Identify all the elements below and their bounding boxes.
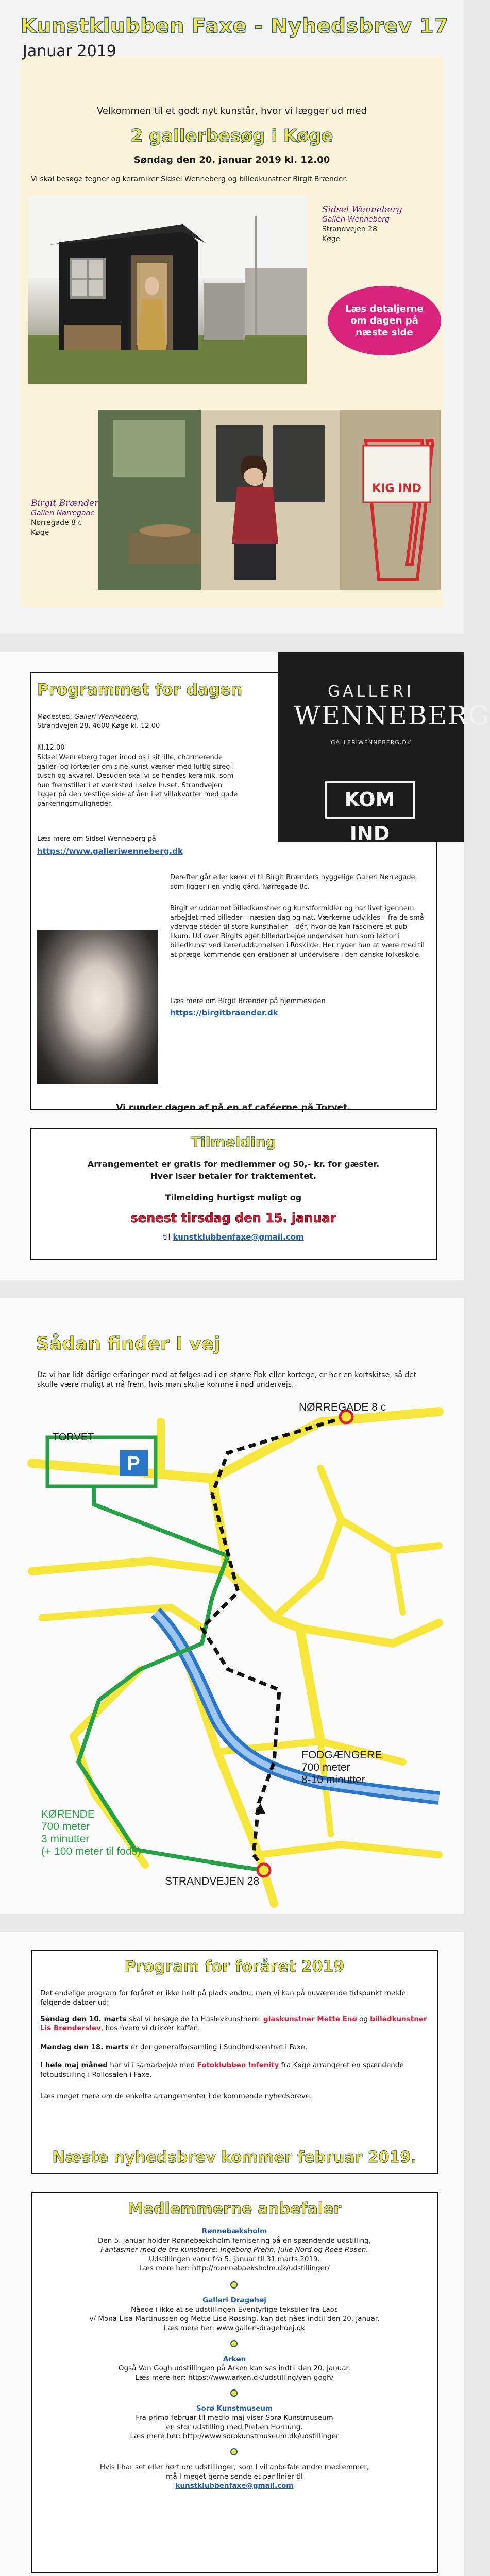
next-newsletter-note: Næste nyhedsbrev kommer februar 2019. [52,2148,417,2166]
parking-label: P [127,1453,140,1475]
program-paragraph-2: Derefter går eller kører vi til Birgit Brænders hyggelige Galleri Nørregade, som ligger i en yndig gård, Nørregade 8c. [170,874,417,891]
courtyard-illustration [98,410,441,590]
visit-headline: 2 gallerbesøg i Køge [130,126,333,146]
spring-item-org: Fotoklubben Infenity [197,2061,279,2070]
spring-item-2 [40,2043,429,2052]
artist2-name: Birgit Brænder [31,498,99,509]
spring-item-date: Mandag den 18. marts [40,2043,129,2052]
recommendation-line: Udstillingen varer fra 5. januar til 31 marts 2019. [149,2255,320,2263]
gallery-house-illustration [28,196,307,384]
program-paragraph-1: Sidsel Wenneberg tager imod os i sit lille, charmerende galleri og fortæller om sine kunst-værker med luftig streg i tusch og akvarel. Desuden skal vi se hendes keramik, som hun fremstiller i et værksted i selve huset. Strandvejen ligger på den vestlige side af åen i et villakvarter med gode parkeringsmuligheder. [37,754,238,808]
wenneberg-link[interactable]: https://www.galleriwenneberg.dk [37,846,183,856]
signup-asap: Tilmelding hurtigst muligt og [165,1193,302,1202]
recommendation-line: Fra primo februar til medio maj viser Sorø Kunstmuseum [136,2414,333,2422]
recommendation-line: Fantasmer med de tre kunstnere: Ingeborg Prehn, Julie Nord og Roee Rosen. [100,2246,368,2254]
recommendations-footer [41,2463,428,2490]
logo-galleri: GALLERI [328,683,414,701]
drive-info [41,1808,141,1858]
recommendation-line: Også Van Gogh udstillingen på Arken kan ses indtil den 20. januar. [118,2364,351,2372]
masthead-title: Kunstklubben Faxe - Nyhedsbrev 17 [21,14,449,38]
separator-dot-icon [230,2389,238,2397]
spring-program-title: Program for foråret 2019 [124,1958,345,1976]
spring-item-text: og [359,2015,368,2023]
directions-intro: Da vi har lidt dårlige erfaringer med at følges ad i en større flok eller kortege, er her en kortskitse, så det skulle være muligt at nå frem, hvis man skulle komme i nød undervejs. [37,1371,417,1389]
recommendation-head: Galleri Dragehøj [202,2296,266,2304]
spring-item-text: , hos hvem vi drikker kaffen. [100,2024,200,2032]
artist2-venue: Galleri Nørregade [31,509,95,517]
program-more-2: Læs mere om Birgit Brænder på hjemmesiden [170,997,326,1005]
kom-ind-sign: KOM IND [325,781,415,819]
artist2-caption [31,499,98,538]
drive-info-line: 700 meter [41,1821,90,1833]
recommendation-item [41,2227,428,2273]
program-closing: Vi runder dagen af på en af caféerne på Torvet. [116,1103,351,1113]
drive-info-line: 3 minutter [41,1833,90,1845]
artist1-venue: Galleri Wenneberg [322,215,390,224]
meeting-place [37,713,238,731]
artist1-name: Sidsel Wenneberg [322,205,402,215]
spring-item-date: I hele maj måned [40,2061,108,2070]
recommendation-line: en stor udstilling med Preben Hornung. [166,2423,303,2431]
walk-info-line: FODGÆNGERE [301,1749,382,1761]
signup-mail-line [30,1232,437,1242]
spring-item-artist: billedkunstner Lis Brønderslev [40,2015,427,2032]
recommendation-line: Nåede i ikke at se udstillingen Eventyrlige tekstiler fra Laos [131,2306,338,2314]
drive-info-line: KØRENDE [41,1808,95,1820]
destination-label: NØRREGADE 8 c [299,1401,386,1413]
recommendation-head: Sorø Kunstmuseum [196,2404,273,2413]
gallery-courtyard-photo [98,410,441,590]
program-paragraph-3: Birgit er uddannet billedkunstner og kunstformidler og har livet igennem arbejdet med billeder – næsten dag og nat. Værkerne udvikles – fra de små yderyge steder til store kunsthaller – dér, hvor de kan fascinere et pub-likum. Ud over Birgits eget billedarbejde underviser hun som lektor i billedkunst ved læreruddannelsen i Roskilde. Her nyder hun at være med til at præge kommende gen-erationer af undervisere i den danske folkeskole. [170,905,425,959]
details-bubble: Læs detaljerne om dagen på næste side [328,286,441,355]
recommendation-line[interactable]: Læs mere her: https://www.arken.dk/udstilling/van-gogh/ [135,2374,334,2382]
signup-to: til [163,1232,171,1242]
artist1-street: Strandvejen 28 [322,225,378,233]
recommendation-line[interactable]: Læs mere her: www.galleri-dragehoej.dk [163,2324,306,2332]
spring-item-date: Søndag den 10. marts [40,2015,127,2023]
separator-dot-icon [230,2448,238,2455]
newsletter-page-1 [0,0,464,634]
start-label: STRANDVEJEN 28 [165,1875,260,1887]
logo-url: GALLERIWENNEBERG.DK [330,739,412,746]
spring-item-3 [40,2061,429,2079]
newsletter-page-2 [0,652,490,1280]
start-marker-icon [258,1864,270,1876]
program-title: Programmet for dagen [37,681,243,699]
recommendations-title: Medlemmerne anbefaler [127,2200,342,2218]
artist2-city: Køge [31,529,49,537]
recommendations-footer-line: må I meget gerne sende et par linier til [166,2472,303,2481]
separator-dot-icon [230,2281,238,2289]
recommendations-mail-link[interactable]: kunstklubbenfaxe@gmail.com [175,2482,294,2490]
spring-item-text: er der generalforsamling i Sundhedscentret i Faxe. [130,2043,308,2052]
directions-title: Sådan finder I vej [36,1333,221,1354]
signup-deadline: senest tirsdag den 15. januar [130,1211,336,1225]
recommendation-line[interactable]: Læs mere her: http://www.sorokunstmuseum.dk/udstillinger [130,2432,339,2441]
square-label: TORVET [53,1432,94,1443]
recommendation-item [41,2296,428,2333]
program-more-1: Læs mere om Sidsel Wenneberg på [37,835,156,843]
gallery-house-photo [28,196,307,384]
meet-venue: Galleri Wenneberg, [74,713,139,721]
artist-portrait [37,930,158,1084]
signup-title: Tilmelding [191,1133,276,1150]
spring-item-text: har vi i samarbejde med [110,2061,195,2070]
newsletter-page-4 [0,1932,464,2576]
spring-item-artist: glaskunstner Mette Enø [263,2015,357,2023]
newsletter-page-3 [0,1298,464,1914]
recommendation-line: Den 5. januar holder Rønnebæksholm fernisering på en spændende udstilling, [98,2236,371,2245]
artist1-caption [322,205,402,244]
gallery-logo [278,652,490,845]
recommendation-head: Rønnebæksholm [201,2227,267,2235]
signup-price: Arrangementet er gratis for medlemmer og 50,- kr. for gæster. [87,1159,380,1169]
welcome-text: Velkommen til et godt nyt kunstår, hvor vi lægger ud med [96,106,367,116]
signup-mail-link[interactable]: kunstklubbenfaxe@gmail.com [173,1232,304,1242]
recommendation-line[interactable]: Læs mere her: http://roennebaeksholm.dk/udstillinger/ [139,2264,330,2273]
walk-info-line: 8-10 minutter [301,1774,365,1786]
recommendation-line: v/ Mona Lisa Martinussen og Mette Lise Røssing, kan det nåes indtil den 20. januar. [89,2315,380,2323]
signup-payment: Hver især betaler for traktementet. [150,1171,316,1181]
spring-intro: Det endelige program for foråret er ikke helt på plads endnu, men vi kan på nuværende tidspunkt melde følgende datoer ud: [40,1989,406,2007]
separator-dot-icon [230,2340,238,2347]
recommendation-item [41,2404,428,2441]
visit-intro: Vi skal besøge tegner og keramiker Sidsel Wenneberg og billedkunstner Birgit Brænder. [31,175,348,183]
walk-info [301,1749,382,1786]
meet-address: Strandvejen 28, 4600 Køge kl. 12.00 [37,722,160,730]
recommendations-footer-line: Hvis I har set eller hørt om udstillinger, som I vil anbefale andre medlemmer, [99,2463,369,2471]
event-date: Søndag den 20. januar 2019 kl. 12.00 [133,155,330,165]
spring-item-1 [40,2014,429,2033]
artist2-street: Nørregade 8 c [31,519,82,527]
spring-item-text: fra Køge arrangeret en spændende fotoudstilling i Rollosalen i Faxe. [40,2061,404,2079]
recommendation-head: Arken [223,2355,246,2363]
artist1-city: Køge [322,235,341,243]
walk-info-line: 700 meter [301,1761,350,1773]
logo-name: WENNEBERG [294,701,490,731]
meet-label: Mødested: [37,713,72,721]
spring-item-text: skal vi besøge de to Haslevkunstnere: [129,2015,261,2023]
recommendation-item [41,2354,428,2382]
issue-date: Januar 2019 [23,42,116,60]
drive-info-line: (+ 100 meter til fods) [41,1845,141,1857]
spring-item-4: Læs meget mere om de enkelte arrangementer i de kommende nyhedsbreve. [40,2092,312,2100]
braender-link[interactable]: https://birgitbraender.dk [170,1008,278,1018]
program-time: Kl.12.00 [37,744,65,752]
sign-text: KIG IND [372,482,421,495]
